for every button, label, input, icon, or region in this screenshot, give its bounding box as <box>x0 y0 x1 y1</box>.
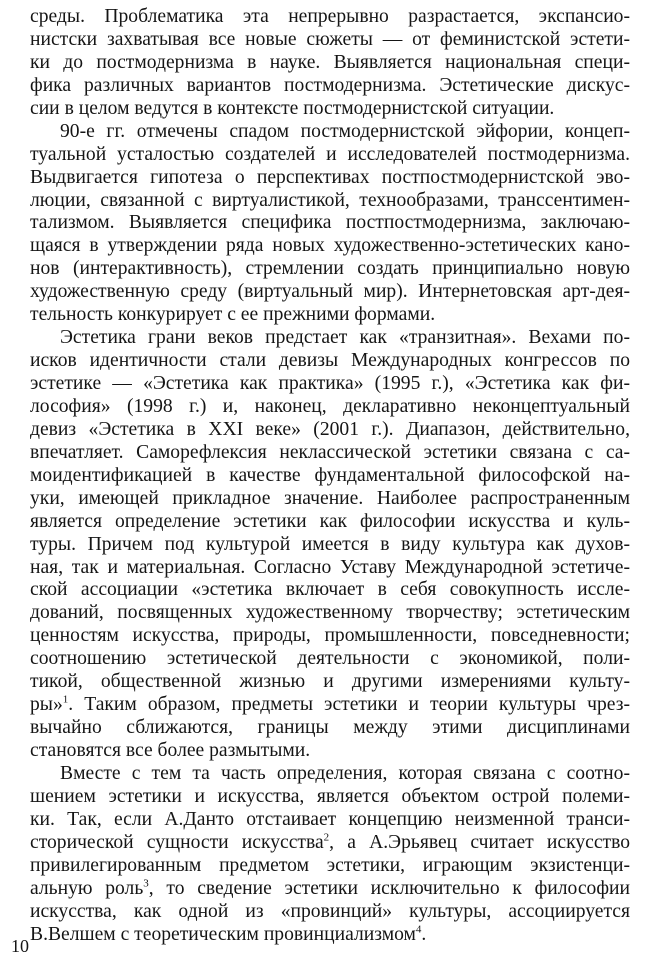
text-line <box>30 6 630 29</box>
text-line-content: искусства, как одной из «провинций» культуры, ассоциируется <box>30 900 630 922</box>
text-line-content: ки до постмодернизма в науке. Выявляется национальная специ- <box>30 51 630 73</box>
footnote-marker: 2 <box>323 831 330 844</box>
text-line-continuation: . Таким образом, предметы эстетики и теории культуры чрез- <box>68 694 630 716</box>
text-line <box>30 465 630 488</box>
text-line <box>30 350 630 373</box>
text-line <box>30 557 630 580</box>
text-line-content: нистски захватывая все новые сюжеты — от феминистской эстети- <box>30 28 630 50</box>
text-line <box>30 235 630 258</box>
text-line-content: ценностям искусства, природы, промышленности, повседневности; <box>30 625 630 647</box>
text-line-content: альную роль <box>30 877 144 899</box>
text-line <box>30 258 630 281</box>
text-line <box>30 878 630 901</box>
text-line <box>30 281 630 304</box>
text-line-content: туры. Причем под культурой имеется в виду культура как духов- <box>30 533 630 555</box>
text-line-content: вычайно сближаются, границы между этими дисциплинами <box>30 717 630 739</box>
text-line <box>30 98 630 121</box>
text-line <box>30 511 630 534</box>
text-line <box>30 190 630 213</box>
text-line-continuation: , то сведение эстетики исключительно к философии <box>148 877 631 899</box>
text-line-content: художественную среду (виртуальный мир). Интернетовская арт-дея- <box>30 281 630 303</box>
text-line <box>30 304 630 327</box>
text-line-content: моидентификацией в качестве фундаментальной философской на- <box>30 464 630 486</box>
text-line-content: ры» <box>30 694 63 716</box>
text-line <box>30 212 630 235</box>
text-line-continuation: . <box>421 923 427 945</box>
text-line-content: лософия» (1998 г.) и, наконец, декларативно неконцептуальный <box>30 395 630 417</box>
text-line-content: впечатляет. Саморефлексия неклассической эстетики связана с са- <box>30 441 630 463</box>
text-line <box>30 579 630 602</box>
text-line <box>30 29 630 52</box>
text-line-content: эстетике — «Эстетика как практика» (1995 г.), «Эстетика как фи- <box>30 373 630 394</box>
text-line <box>30 832 630 855</box>
text-line-content: В.Велшем с теоретическим провинциализмом <box>30 923 416 945</box>
text-line <box>30 419 630 442</box>
text-line-content: исков идентичности стали девизы Международных конгрессов по <box>30 350 630 372</box>
text-line-content: является определение эстетики как философии искусства и куль- <box>30 510 630 532</box>
text-line-content: ской ассоциации «эстетика включает в себя совокупность иссле- <box>30 579 630 601</box>
text-line <box>30 167 630 190</box>
footnote-marker: 4 <box>415 922 422 935</box>
page-number: 10 <box>11 936 29 956</box>
text-line-content: сии в целом ведутся в контексте постмодернистской ситуации. <box>30 97 555 119</box>
text-line-content: люции, связанной с виртуалистикой, технообразами, транссентимен- <box>30 189 630 211</box>
text-line-content: ки. Так, если А.Данто отстаивает концепцию неизменной транси- <box>30 808 630 830</box>
text-line-content: щаяся в утверждении ряда новых художественно-эстетических кано- <box>30 235 630 257</box>
footnote-marker: 1 <box>62 693 69 706</box>
text-line-content: Эстетика грани веков предстает как «транзитная». Вехами по- <box>60 327 630 349</box>
text-line-content: сторической сущности искусства <box>30 831 324 853</box>
text-line-content: девиз «Эстетика в XXI веке» (2001 г.). Диапазон, действительно, <box>30 418 630 440</box>
text-line-content: становятся все более размытыми. <box>30 740 311 761</box>
footnote-marker: 3 <box>143 877 149 890</box>
body-text <box>30 6 630 946</box>
text-line-content: тикой, общественной жизнью и другими измерениями культу- <box>30 671 630 693</box>
text-line-content: 90-е гг. отмечены спадом постмодернистской эйфории, концеп- <box>60 120 630 142</box>
text-line-content: туальной усталостью создателей и исследователей постмодернизма. <box>30 143 630 165</box>
text-line <box>30 75 630 98</box>
text-line-content: привилегированным предметом эстетики, играющим экзистенци- <box>30 854 630 876</box>
text-line-content: уки, имеющей прикладное значение. Наиболее распространенным <box>30 487 630 509</box>
text-line <box>30 52 630 75</box>
text-line-content: Вместе с тем та часть определения, которая связана с соотно- <box>60 762 630 784</box>
text-line-content: дований, посвященных художественному творчеству; эстетическим <box>30 602 630 624</box>
text-line-content: Выдвигается гипотеза о перспективах постпостмодернистской эво- <box>30 166 630 188</box>
text-line-continuation: , а А.Эрьявец считает искусство <box>329 831 630 853</box>
text-line <box>30 121 630 144</box>
text-line <box>30 924 630 947</box>
text-line-content: тельность конкурирует с ее прежними формами. <box>30 304 436 326</box>
text-line <box>30 671 630 694</box>
text-line-content: шением эстетики и искусства, является объектом острой полеми- <box>30 785 630 807</box>
text-line <box>30 740 630 763</box>
text-line <box>30 855 630 878</box>
text-line <box>30 763 630 786</box>
text-line <box>30 694 630 717</box>
text-line <box>30 625 630 648</box>
text-line <box>30 717 630 740</box>
text-line-content: среды. Проблематика эта непрерывно разрастается, экспансио- <box>30 6 630 27</box>
text-line-content: тализмом. Выявляется специфика постпостмодернизма, заключаю- <box>30 212 630 234</box>
text-line <box>30 901 630 924</box>
text-line <box>30 786 630 809</box>
text-line-content: фика различных вариантов постмодернизма. Эстетические дискус- <box>30 74 630 96</box>
text-line <box>30 648 630 671</box>
text-line <box>30 488 630 511</box>
text-line <box>30 144 630 167</box>
text-line <box>30 534 630 557</box>
text-line-content: нов (интерактивность), стремлении создать принципиально новую <box>30 258 630 280</box>
text-line <box>30 602 630 625</box>
text-line <box>30 327 630 350</box>
text-line <box>30 396 630 419</box>
text-line <box>30 442 630 465</box>
text-line <box>30 809 630 832</box>
text-line <box>30 373 630 396</box>
text-line-content: соотношению эстетической деятельности с экономикой, поли- <box>30 648 630 670</box>
text-line-content: ная, так и материальная. Согласно Уставу Международной эстетиче- <box>30 556 630 578</box>
